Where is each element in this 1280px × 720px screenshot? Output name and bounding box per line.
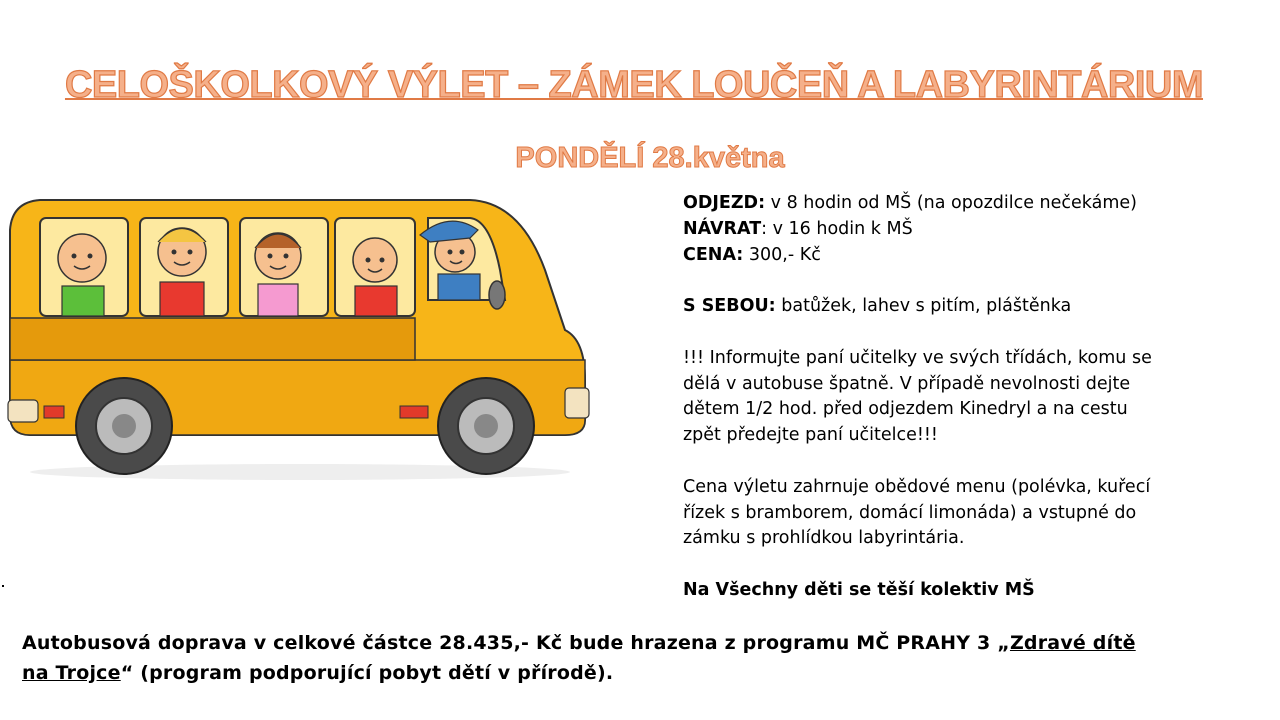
funding-text: Autobusová doprava v celkové částce 28.435,- Kč bude hrazena z programu MČ PRAHY 3 „ — [22, 632, 1010, 654]
return-label: NÁVRAT — [683, 218, 762, 239]
program-name-part2: na Trojce — [22, 662, 121, 684]
closing-text: Na Všechny děti se těší kolektiv MŠ — [683, 579, 1035, 600]
price-text: 300,- Kč — [743, 244, 821, 265]
notice-line-2: dělá v autobuse špatně. V případě nevolnosti dejte — [683, 373, 1131, 394]
notice-line-3: dětem 1/2 hod. před odjezdem Kinedryl a na cestu — [683, 399, 1128, 420]
return-text: : v 16 hodin k MŠ — [761, 218, 913, 239]
bring-text: batůžek, lahev s pitím, pláštěnka — [775, 296, 1072, 317]
bring-label: S SEBOU: — [683, 296, 776, 317]
departure-text: v 8 hodin od MŠ (na opozdilce nečekáme) — [765, 193, 1137, 213]
includes-line-2: řízek s bramborem, domácí limonáda) a vstupné do — [683, 502, 1137, 523]
departure-line — [683, 191, 1243, 217]
price-line — [683, 243, 1243, 269]
bring-line — [683, 294, 1243, 320]
trip-info — [683, 191, 1243, 604]
funding-note — [22, 628, 1242, 688]
includes-line-3: zámku s prohlídkou labyrintária. — [683, 528, 965, 549]
school-bus-illustration — [0, 190, 600, 490]
return-line — [683, 217, 1243, 243]
notice-line-4: zpět předejte paní učitelce!!! — [683, 425, 938, 446]
funding-text-end: “ (program podporující pobyt dětí v přírodě). — [120, 662, 614, 684]
trip-date: PONDĚLÍ 28.května — [515, 142, 785, 174]
price-label: CENA: — [683, 244, 744, 265]
stray-dot — [2, 585, 4, 587]
departure-label: ODJEZD: — [683, 193, 766, 213]
closing-line — [683, 578, 1243, 604]
includes-line-1: Cena výletu zahrnuje obědové menu (polévka, kuřecí — [683, 476, 1151, 497]
program-name-part1: Zdravé dítě — [1009, 632, 1136, 654]
notice-line-1: !!! Informujte paní učitelky ve svých třídách, komu se — [683, 347, 1152, 368]
page-title: CELOŠKOLKOVÝ VÝLET – ZÁMEK LOUČEŇ A LABYRINTÁRIUM — [64, 64, 1204, 106]
